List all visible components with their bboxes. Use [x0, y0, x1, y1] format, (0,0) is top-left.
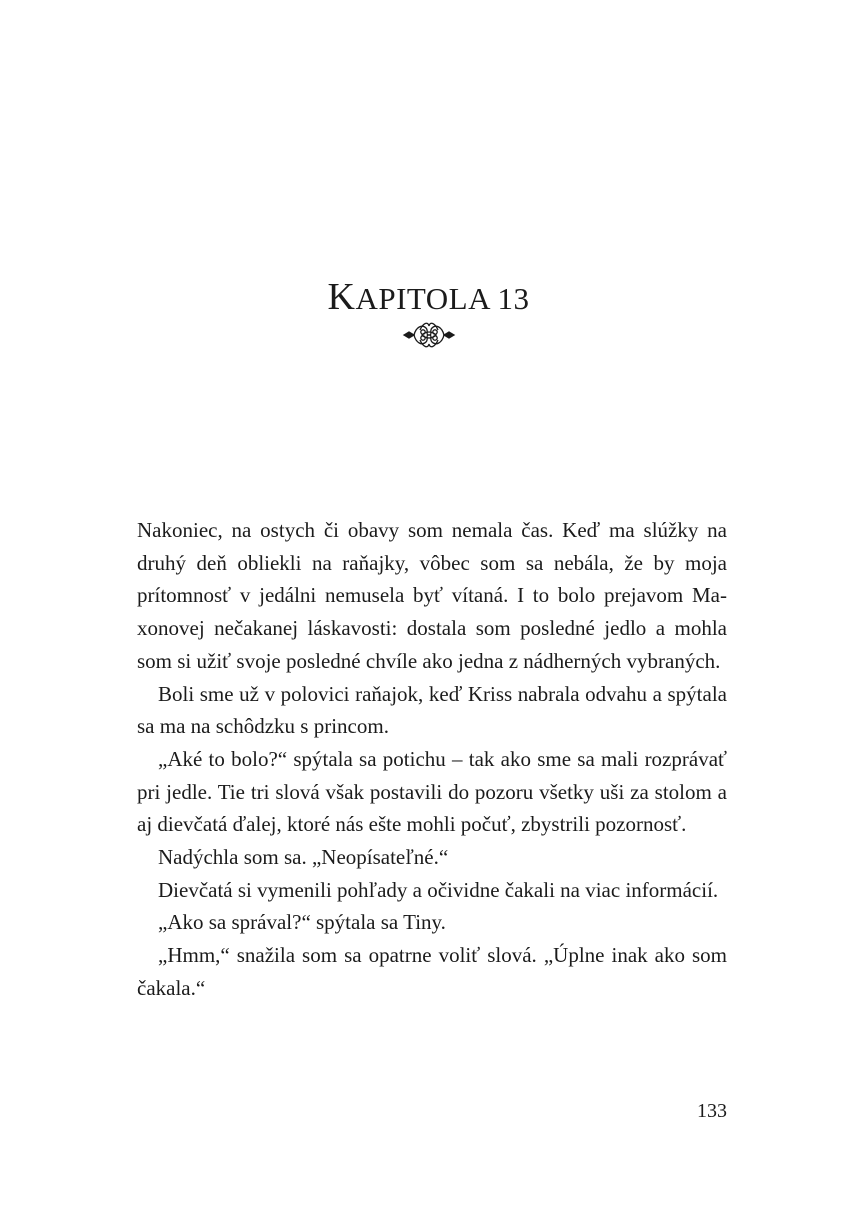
paragraph: Nadýchla som sa. „Neopísateľné.“ — [158, 845, 449, 870]
paragraph: „Aké to bolo?“ spýtala sa potichu – tak ako sme sa mali rozprávať pri jedle. Tie tri slová však postavili do pozoru všetky uši za stolom a aj dievčatá ďalej, ktoré nás ešte mohli počuť, zbystrili pozornosť. — [137, 746, 727, 837]
chapter-title-rest: APITOLA 13 — [355, 280, 530, 316]
paragraph: „Ako sa správal?“ spýtala sa Tiny. — [158, 910, 446, 935]
paragraph: „Hmm,“ snažila som sa opatrne voliť slová. „Úplne inak ako som čakala.“ — [137, 943, 727, 1000]
chapter-title — [0, 275, 857, 319]
page-number: 133 — [697, 1100, 727, 1122]
chapter-body-text — [137, 514, 727, 1005]
fleuron-ornament-icon — [402, 318, 456, 352]
paragraph: Dievčatá si vymenili pohľady a očividne čakali na viac informácií. — [158, 877, 719, 902]
paragraph: Nakoniec, na ostych či obavy som nemala čas. Keď ma slúžky na druhý deň obliekli na raňajky, vôbec som sa nebála, že by moja prítomnosť v jedálni nemusela byť vítaná. I to bolo prejavom Maxonovej nečakanej láskavosti: dostala som posledné jedlo a mohla som si užiť svoje posledné chvíle ako jedna z nádherných vybraných. — [137, 518, 727, 673]
chapter-title-initial: K — [327, 275, 356, 318]
paragraph: Boli sme už v polovici raňajok, keď Kriss nabrala odvahu a spýtala sa ma na schôdzku s princom. — [137, 681, 727, 739]
